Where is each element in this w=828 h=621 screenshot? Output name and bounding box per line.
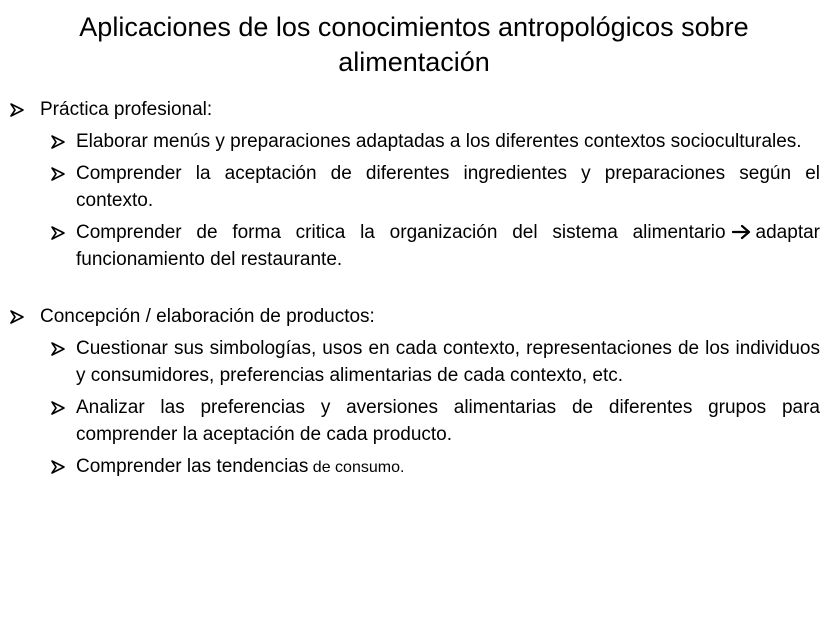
- arrowhead-bullet-icon: [50, 219, 66, 246]
- list-item: [0, 219, 828, 273]
- list-item-text: Cuestionar sus simbologías, usos en cada contexto, representaciones de los individuos y consumidores, preferencias alimentarias de cada contexto, etc.: [76, 338, 820, 386]
- arrowhead-bullet-icon: [50, 394, 66, 421]
- list-item: [0, 394, 828, 448]
- section-heading-item: [0, 303, 828, 331]
- list-item-text: Comprender la aceptación de diferentes ingredientes y preparaciones según el contexto.: [76, 163, 820, 211]
- list-item: [0, 453, 828, 481]
- list-item: [0, 335, 828, 389]
- list-item: [0, 160, 828, 214]
- list-item-text-before-arrow: Comprender de forma critica la organización del sistema alimentario: [76, 222, 726, 243]
- arrowhead-bullet-icon: [50, 160, 66, 187]
- list-item-text-main: Comprender las tendencias: [76, 456, 309, 477]
- arrowhead-bullet-icon: [50, 335, 66, 362]
- arrowhead-bullet-icon: [9, 96, 25, 124]
- arrowhead-bullet-icon: [50, 128, 66, 155]
- list-item-text: Elaborar menús y preparaciones adaptadas a los diferentes contextos socioculturales.: [76, 131, 802, 152]
- list-item-text-small: de consumo.: [308, 459, 405, 476]
- section-practica-profesional: [0, 96, 828, 273]
- section-concepcion-productos: [0, 303, 828, 481]
- slide-content: [0, 96, 828, 486]
- section-heading-item: [0, 96, 828, 124]
- arrowhead-bullet-icon: [50, 453, 66, 480]
- slide-title: Aplicaciones de los conocimientos antropológicos sobre alimentación: [79, 12, 749, 77]
- arrowhead-bullet-icon: [9, 303, 25, 331]
- right-arrow-icon: [732, 221, 752, 237]
- list-item: [0, 128, 828, 155]
- list-item-text-after-arrow: adaptar funcionamiento del restaurante.: [76, 222, 820, 270]
- section-heading: Práctica profesional:: [40, 99, 213, 120]
- list-item-text: Analizar las preferencias y aversiones alimentarias de diferentes grupos para comprender la aceptación de cada producto.: [76, 397, 820, 445]
- section-heading: Concepción / elaboración de productos:: [40, 306, 375, 327]
